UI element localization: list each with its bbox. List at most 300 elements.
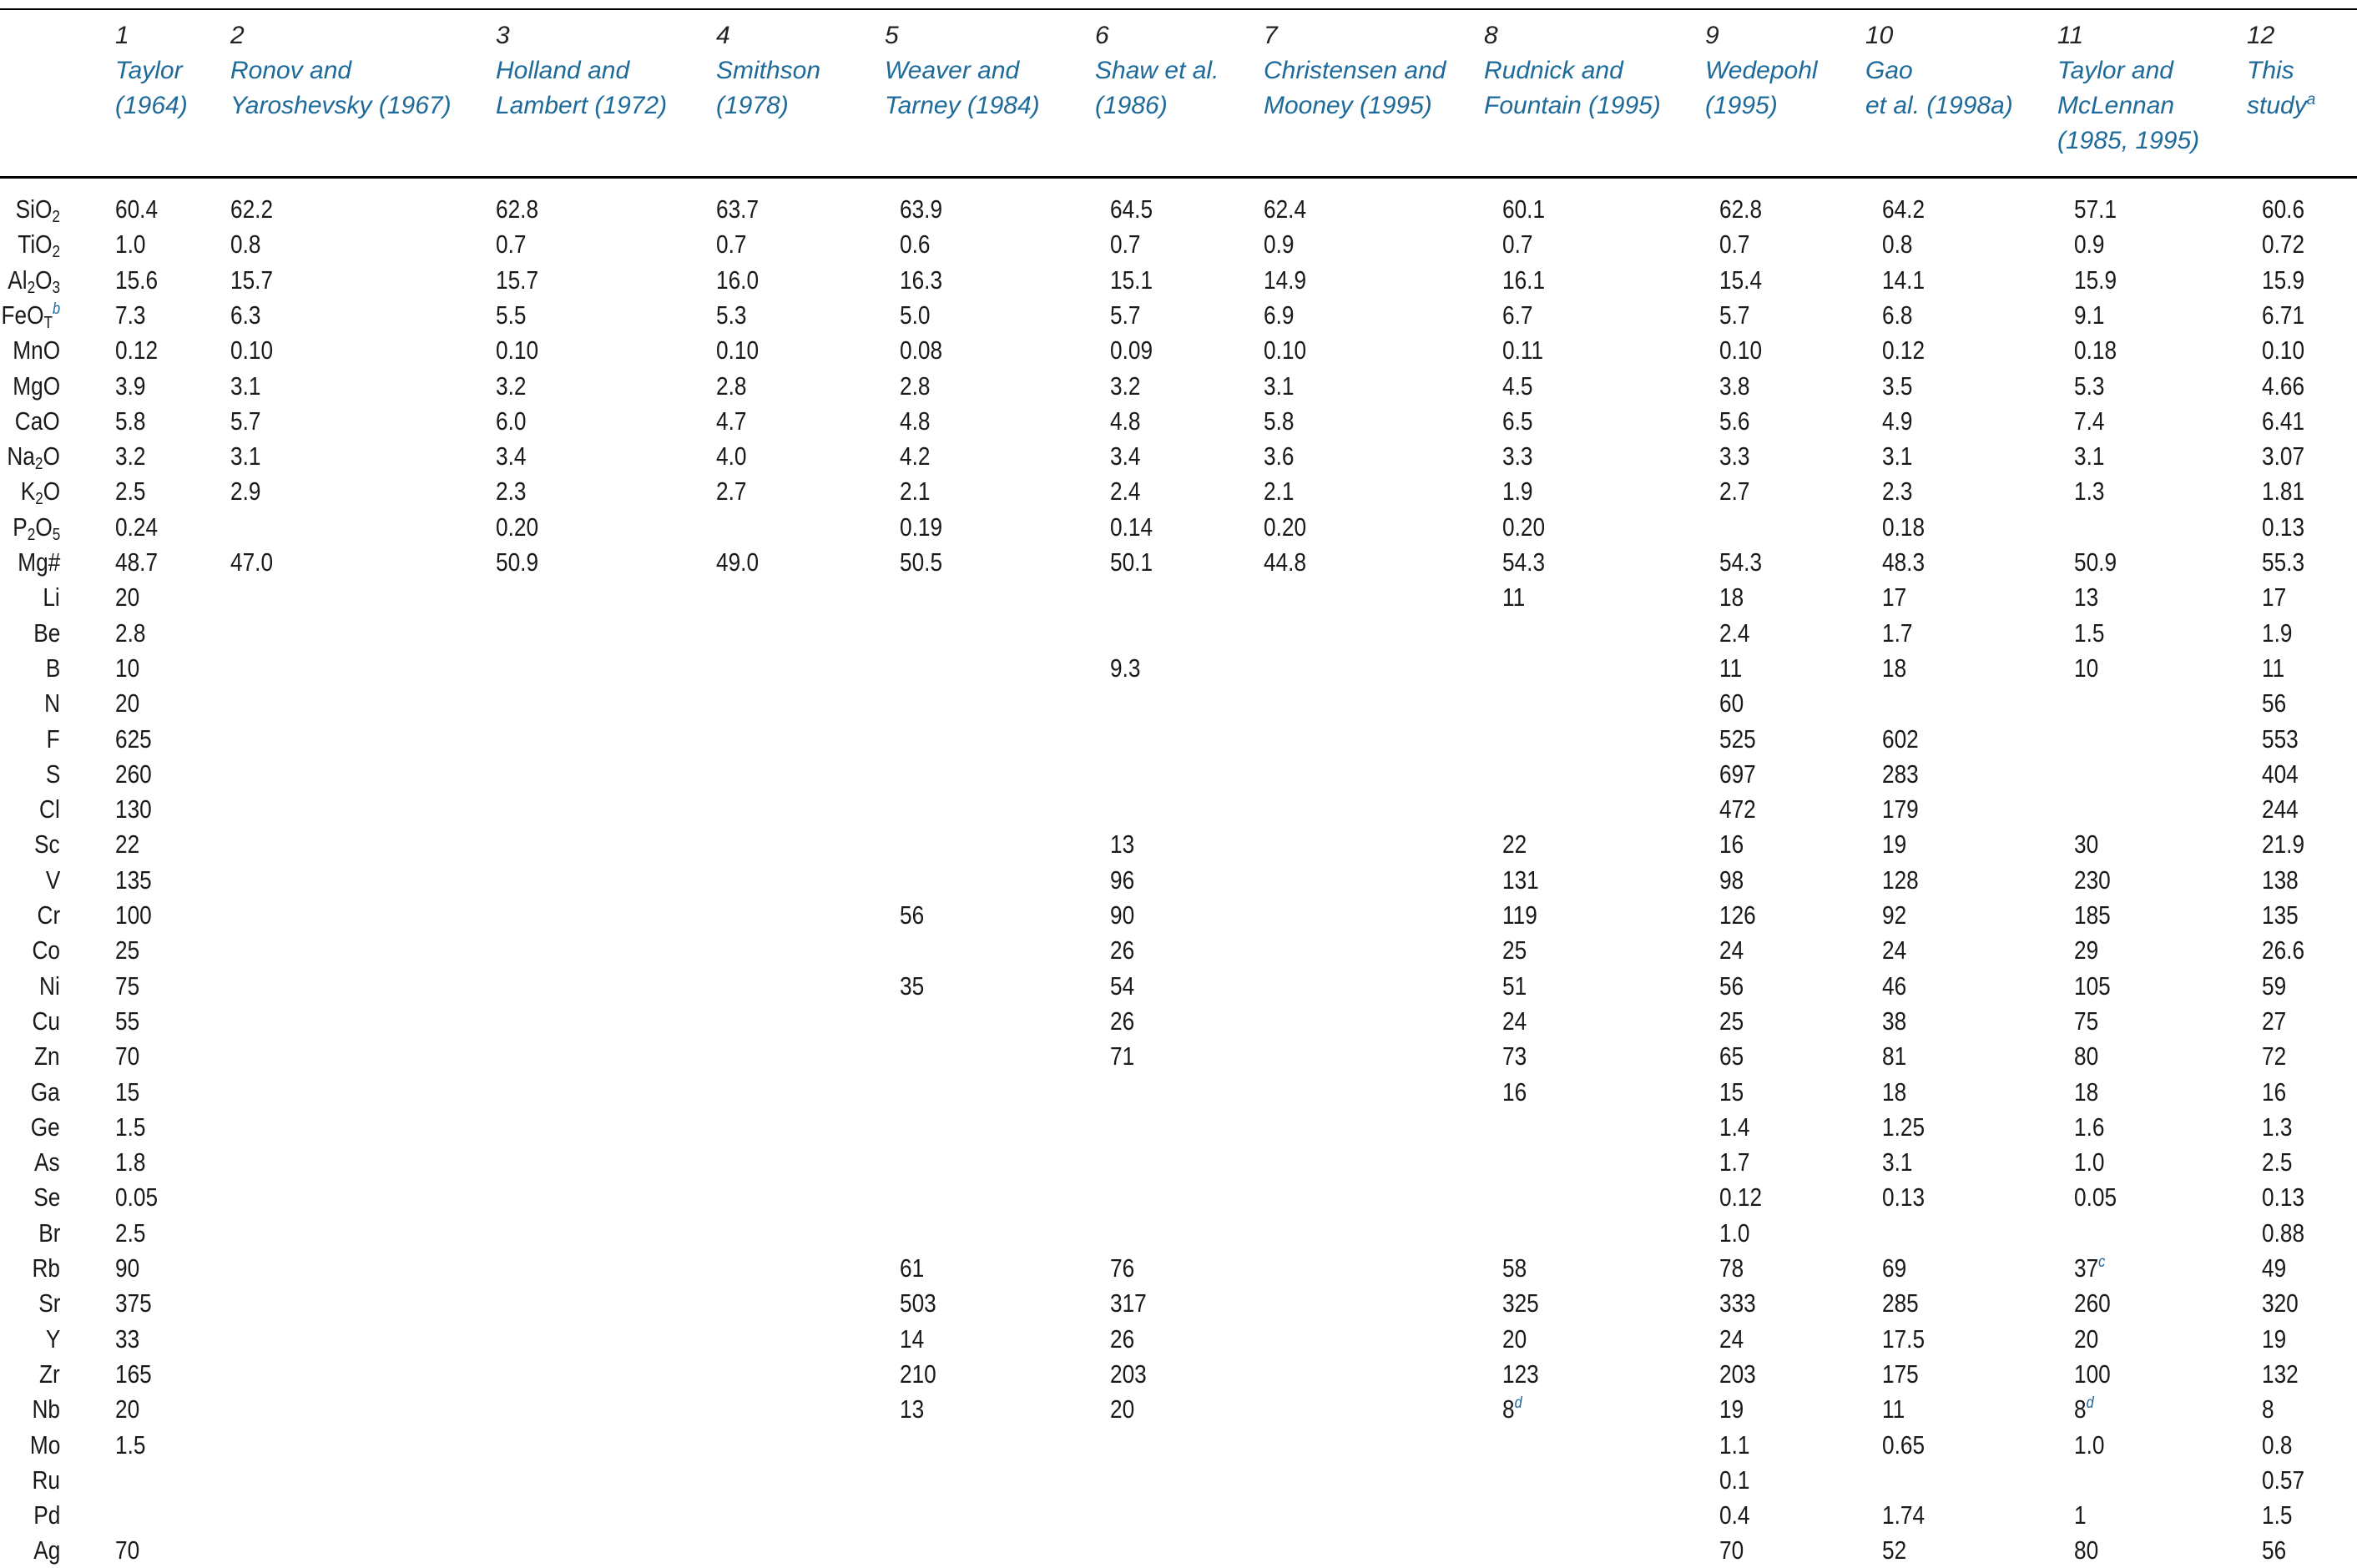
- table-cell: 472: [1719, 795, 1756, 824]
- table-cell: 1.3: [2074, 477, 2105, 507]
- table-cell: 283: [1882, 759, 1919, 789]
- table-cell: 0.18: [2074, 336, 2117, 366]
- table-cell: 2.5: [115, 477, 146, 507]
- table-cell: 2.5: [115, 1218, 146, 1248]
- table-cell: 7.3: [115, 300, 146, 330]
- table-cell: 285: [1882, 1289, 1919, 1318]
- table-cell: 0.10: [230, 336, 274, 366]
- table-cell: 4.7: [716, 406, 747, 436]
- table-cell: 260: [115, 759, 152, 789]
- table-cell: 13: [900, 1395, 925, 1424]
- footnote-marker: d: [1514, 1394, 1522, 1413]
- table-cell: 17: [2262, 583, 2287, 613]
- table-cell: 1.5: [2074, 618, 2105, 648]
- table-cell: 9.1: [2074, 300, 2105, 330]
- table-cell: 11: [1502, 583, 1526, 613]
- table-cell: 697: [1719, 759, 1756, 789]
- column-source-line: Rudnick and: [1484, 57, 1623, 84]
- table-cell: 1.8: [115, 1148, 146, 1177]
- table-cell: 15.6: [115, 265, 159, 295]
- table-cell: 11: [2262, 653, 2285, 683]
- table-cell: 0.7: [1502, 230, 1533, 260]
- column-header-8: [1484, 18, 1661, 124]
- footnote-marker: c: [2098, 1253, 2106, 1271]
- table-cell: 18: [2074, 1077, 2099, 1107]
- table-cell: 1.5: [115, 1430, 146, 1460]
- table-cell: 10: [115, 653, 140, 683]
- table-cell: 56: [2262, 1536, 2287, 1565]
- table-cell: 2.5: [2262, 1148, 2293, 1177]
- table-cell: 18: [1882, 1077, 1907, 1107]
- table-cell: 0.13: [1882, 1183, 1925, 1213]
- table-cell: 317: [1110, 1289, 1147, 1318]
- table-cell: 51: [1502, 971, 1527, 1001]
- table-cell: 3.8: [1719, 371, 1750, 401]
- table-cell: 44.8: [1264, 548, 1307, 577]
- column-header-6: [1095, 18, 1219, 124]
- row-label: Se: [33, 1183, 60, 1213]
- table-cell: 0.20: [1264, 512, 1307, 542]
- row-label: Nb: [32, 1395, 60, 1424]
- table-cell: 5.0: [900, 300, 931, 330]
- row-label: $Al_2O_3$: [8, 265, 60, 297]
- table-cell: 13: [1110, 830, 1135, 860]
- column-source-line: Taylor and: [2057, 57, 2173, 84]
- table-cell: 62.2: [230, 195, 274, 224]
- table-cell: 19: [1882, 830, 1907, 860]
- table-cell: 2.4: [1719, 618, 1750, 648]
- table-cell: 3.5: [1882, 371, 1913, 401]
- table-cell: 135: [115, 865, 152, 895]
- table-cell: 244: [2262, 795, 2299, 824]
- row-label: Ga: [31, 1077, 60, 1107]
- table-cell: 0.10: [2262, 336, 2305, 366]
- table-cell: 7.4: [2074, 406, 2105, 436]
- column-number: 11: [2057, 22, 2084, 49]
- table-cell: 15.4: [1719, 265, 1763, 295]
- table-cell: 58: [1502, 1254, 1527, 1283]
- table-cell: 0.12: [115, 336, 159, 366]
- table-cell: 55: [115, 1006, 140, 1036]
- table-cell: 130: [115, 795, 152, 824]
- table-cell: 3.3: [1502, 442, 1533, 471]
- row-label: MnO: [13, 336, 60, 366]
- table-cell: 2.8: [900, 371, 931, 401]
- row-label: Ag: [33, 1536, 60, 1565]
- column-number: 12: [2247, 22, 2275, 49]
- column-source-line: Tarney (1984): [885, 92, 1040, 119]
- row-label: Ge: [31, 1112, 60, 1142]
- table-cell: 135: [2262, 901, 2299, 930]
- table-cell: 49.0: [716, 548, 760, 577]
- column-source-line: Holland and: [496, 57, 630, 84]
- table-cell: 1.0: [2074, 1148, 2105, 1177]
- table-cell: 14: [900, 1324, 925, 1354]
- table-cell: 1.1: [1719, 1430, 1750, 1460]
- table-cell: 16.0: [716, 265, 760, 295]
- table-cell: 0.24: [115, 512, 159, 542]
- table-cell: 22: [1502, 830, 1527, 860]
- table-cell: 18: [1719, 583, 1744, 613]
- table-cell: 65: [1719, 1042, 1744, 1071]
- table-cell: 179: [1882, 795, 1919, 824]
- table-cell: 8$^d$: [1502, 1394, 1522, 1424]
- table-cell: 2.8: [115, 618, 146, 648]
- table-cell: 6.5: [1502, 406, 1533, 436]
- table-cell: 54: [1110, 971, 1135, 1001]
- table-cell: 60.1: [1502, 195, 1546, 224]
- table-cell: 15: [1719, 1077, 1744, 1107]
- table-cell: 1.3: [2262, 1112, 2293, 1142]
- table-cell: 0.6: [900, 230, 931, 260]
- table-cell: 4.2: [900, 442, 931, 471]
- table-cell: 1.5: [115, 1112, 146, 1142]
- table-cell: 78: [1719, 1254, 1744, 1283]
- table-cell: 123: [1502, 1359, 1539, 1389]
- table-cell: 75: [115, 971, 140, 1001]
- table-cell: 6.41: [2262, 406, 2305, 436]
- table-cell: 0.20: [1502, 512, 1546, 542]
- table-cell: 230: [2074, 865, 2111, 895]
- table-cell: 63.9: [900, 195, 943, 224]
- table-cell: 26.6: [2262, 936, 2305, 966]
- table-cell: 90: [1110, 901, 1135, 930]
- table-cell: 3.4: [1110, 442, 1141, 471]
- table-cell: 71: [1110, 1042, 1135, 1071]
- table-cell: 0.05: [2074, 1183, 2117, 1213]
- row-label: SiO$_2$: [15, 195, 60, 226]
- table-cell: 132: [2262, 1359, 2299, 1389]
- table-cell: 70: [115, 1536, 140, 1565]
- table-cell: 1.0: [115, 230, 146, 260]
- row-label: V: [45, 865, 60, 895]
- table-cell: 1.74: [1882, 1501, 1925, 1530]
- column-source-line: (1986): [1095, 92, 1168, 119]
- table-cell: 0.88: [2262, 1218, 2305, 1248]
- table-cell: 1.0: [2074, 1430, 2105, 1460]
- table-cell: 320: [2262, 1289, 2299, 1318]
- column-number: 4: [716, 22, 730, 49]
- table-cell: 46: [1882, 971, 1907, 1001]
- table-cell: 15: [115, 1077, 140, 1107]
- table-cell: 25: [1502, 936, 1527, 966]
- table-cell: 0.05: [115, 1183, 159, 1213]
- table-cell: 375: [115, 1289, 152, 1318]
- table-cell: 98: [1719, 865, 1744, 895]
- table-cell: 4.5: [1502, 371, 1533, 401]
- row-label: Zn: [34, 1042, 60, 1071]
- table-cell: 81: [1882, 1042, 1907, 1071]
- table-cell: 47.0: [230, 548, 274, 577]
- table-cell: 15.9: [2074, 265, 2117, 295]
- table-cell: 3.6: [1264, 442, 1295, 471]
- table-cell: 1.4: [1719, 1112, 1750, 1142]
- table-cell: 76: [1110, 1254, 1135, 1283]
- table-cell: 4.8: [900, 406, 931, 436]
- column-source-line: McLennan: [2057, 92, 2175, 119]
- column-header-10: [1865, 18, 2013, 124]
- table-cell: 33: [115, 1324, 140, 1354]
- column-number: 7: [1264, 22, 1278, 49]
- table-cell: 56: [2262, 689, 2287, 718]
- top-rule: [0, 8, 2357, 10]
- table-cell: 25: [1719, 1006, 1744, 1036]
- header-rule: [0, 176, 2357, 179]
- table-cell: 138: [2262, 865, 2299, 895]
- table-cell: 3.1: [2074, 442, 2105, 471]
- table-cell: 185: [2074, 901, 2111, 930]
- table-cell: 128: [1882, 865, 1919, 895]
- column-header-4: [716, 18, 820, 124]
- table-cell: 1.9: [1502, 477, 1533, 507]
- column-source-line: Smithson: [716, 57, 821, 84]
- table-cell: 52: [1882, 1536, 1907, 1565]
- table-cell: 1.5: [2262, 1501, 2293, 1530]
- table-cell: 54.3: [1719, 548, 1763, 577]
- table-cell: 0.08: [900, 336, 943, 366]
- table-cell: 5.8: [1264, 406, 1295, 436]
- table-cell: 38: [1882, 1006, 1907, 1036]
- table-cell: 73: [1502, 1042, 1527, 1071]
- row-label: B: [45, 653, 60, 683]
- table-cell: 3.2: [496, 371, 527, 401]
- table-cell: 6.9: [1264, 300, 1295, 330]
- row-label: CaO: [15, 406, 60, 436]
- table-cell: 131: [1502, 865, 1539, 895]
- table-cell: 27: [2262, 1006, 2287, 1036]
- table-cell: 2.4: [1110, 477, 1141, 507]
- table-cell: 119: [1502, 901, 1537, 930]
- column-source-line: Taylor: [115, 57, 183, 84]
- table-cell: 50.5: [900, 548, 943, 577]
- column-header-12: [2247, 18, 2315, 124]
- row-label: Sc: [34, 830, 60, 860]
- table-cell: 20: [115, 1395, 140, 1424]
- row-label: Sr: [38, 1289, 60, 1318]
- table-cell: 3.2: [1110, 371, 1141, 401]
- table-cell: 0.8: [1882, 230, 1913, 260]
- table-cell: 54.3: [1502, 548, 1546, 577]
- table-cell: 25: [115, 936, 140, 966]
- table-cell: 404: [2262, 759, 2299, 789]
- table-cell: 0.8: [230, 230, 261, 260]
- table-cell: 8$^d$: [2074, 1394, 2094, 1424]
- table-cell: 90: [115, 1254, 140, 1283]
- row-label: Cl: [39, 795, 60, 824]
- column-source-line: Yaroshevsky (1967): [230, 92, 452, 119]
- table-cell: 16: [1502, 1077, 1527, 1107]
- table-cell: 60.6: [2262, 195, 2305, 224]
- table-cell: 0.12: [1882, 336, 1925, 366]
- row-label: Zr: [39, 1359, 60, 1389]
- table-cell: 62.4: [1264, 195, 1307, 224]
- column-source-line: Weaver and: [885, 57, 1020, 84]
- table-cell: 0.10: [496, 336, 539, 366]
- table-cell: 3.07: [2262, 442, 2305, 471]
- table-cell: 3.3: [1719, 442, 1750, 471]
- table-cell: 0.18: [1882, 512, 1925, 542]
- table-cell: 24: [1719, 1324, 1744, 1354]
- table-cell: 8: [2262, 1395, 2274, 1424]
- row-label: F: [46, 724, 60, 754]
- table-cell: 0.12: [1719, 1183, 1763, 1213]
- column-number: 2: [230, 22, 245, 49]
- table-cell: 60.4: [115, 195, 159, 224]
- column-source-line: Gao: [1865, 57, 1913, 84]
- table-cell: 1.25: [1882, 1112, 1925, 1142]
- table-cell: 3.1: [1882, 442, 1913, 471]
- table-cell: 30: [2074, 830, 2099, 860]
- table-cell: 26: [1110, 936, 1135, 966]
- table-cell: 16.1: [1502, 265, 1546, 295]
- table-cell: 11: [1719, 653, 1743, 683]
- row-label: $Na_2O$: [7, 442, 60, 474]
- row-label: Li: [43, 583, 60, 613]
- footnote-marker: a: [2306, 91, 2316, 108]
- table-cell: 50.1: [1110, 548, 1153, 577]
- table-cell: 14.1: [1882, 265, 1925, 295]
- table-cell: 57.1: [2074, 195, 2117, 224]
- table-cell: 0.1: [1719, 1465, 1750, 1495]
- table-cell: 503: [900, 1289, 936, 1318]
- table-cell: 21.9: [2262, 830, 2305, 860]
- table-cell: 0.72: [2262, 230, 2305, 260]
- row-label: Y: [45, 1324, 60, 1354]
- table-cell: 0.9: [2074, 230, 2105, 260]
- column-source-line: study$^a$: [2247, 91, 2316, 119]
- table-cell: 64.5: [1110, 195, 1153, 224]
- column-source-line: Christensen and: [1264, 57, 1446, 84]
- table-cell: 0.10: [1719, 336, 1763, 366]
- table-cell: 16: [1719, 830, 1744, 860]
- table-cell: 70: [1719, 1536, 1744, 1565]
- column-number: 8: [1484, 22, 1498, 49]
- table-cell: 3.4: [496, 442, 527, 471]
- row-label: Co: [32, 936, 60, 966]
- table-cell: 203: [1110, 1359, 1147, 1389]
- table-cell: 5.8: [115, 406, 146, 436]
- table-cell: 0.4: [1719, 1501, 1750, 1530]
- table-cell: 75: [2074, 1006, 2099, 1036]
- table-cell: 48.7: [115, 548, 159, 577]
- table-cell: 553: [2262, 724, 2299, 754]
- table-cell: 126: [1719, 901, 1756, 930]
- table-cell: 100: [2074, 1359, 2111, 1389]
- table-cell: 56: [1719, 971, 1744, 1001]
- row-label: Pd: [33, 1501, 60, 1530]
- table-cell: 63.7: [716, 195, 760, 224]
- table-cell: 55.3: [2262, 548, 2305, 577]
- table-cell: 625: [115, 724, 152, 754]
- table-cell: 6.71: [2262, 300, 2305, 330]
- column-source-line: Shaw et al.: [1095, 57, 1219, 84]
- table-cell: 2.8: [716, 371, 747, 401]
- column-source-line: (1978): [716, 92, 789, 119]
- table-cell: 6.3: [230, 300, 261, 330]
- table-cell: 0.11: [1502, 336, 1544, 366]
- table-cell: 64.2: [1882, 195, 1925, 224]
- table-cell: 80: [2074, 1042, 2099, 1071]
- column-header-11: [2057, 18, 2199, 159]
- table-cell: 0.13: [2262, 1183, 2305, 1213]
- table-cell: 6.8: [1882, 300, 1913, 330]
- table-cell: 24: [1882, 936, 1907, 966]
- row-label: Be: [33, 618, 60, 648]
- table-cell: 2.7: [1719, 477, 1750, 507]
- row-label: Mo: [29, 1430, 60, 1460]
- table-cell: 525: [1719, 724, 1756, 754]
- table-cell: 5.7: [1110, 300, 1141, 330]
- table-cell: 2.3: [1882, 477, 1913, 507]
- table-cell: 0.13: [2262, 512, 2305, 542]
- row-label: Mg#: [17, 548, 60, 577]
- column-source-line: (1995): [1705, 92, 1778, 119]
- column-number: 10: [1865, 22, 1894, 49]
- row-label: MgO: [13, 371, 60, 401]
- table-cell: 0.19: [900, 512, 943, 542]
- table-cell: 61: [900, 1254, 925, 1283]
- table-cell: 62.8: [496, 195, 539, 224]
- table-cell: 60: [1719, 689, 1744, 718]
- table-cell: 15.9: [2262, 265, 2305, 295]
- table-cell: 20: [2074, 1324, 2099, 1354]
- column-source-line: Wedepohl: [1705, 57, 1818, 84]
- column-source-line: (1985, 1995): [2057, 127, 2200, 154]
- table-cell: 20: [1110, 1395, 1135, 1424]
- column-source-line: et al. (1998a): [1865, 92, 2013, 119]
- table-cell: 4.66: [2262, 371, 2305, 401]
- table-cell: 80: [2074, 1536, 2099, 1565]
- table-cell: 2.9: [230, 477, 261, 507]
- table-cell: 325: [1502, 1289, 1539, 1318]
- table-cell: 72: [2262, 1042, 2287, 1071]
- column-number: 3: [496, 22, 510, 49]
- column-header-7: [1264, 18, 1446, 124]
- row-label: As: [34, 1148, 60, 1177]
- table-cell: 20: [115, 689, 140, 718]
- table-cell: 3.1: [230, 371, 261, 401]
- table-cell: 260: [2074, 1289, 2111, 1318]
- table-cell: 1.7: [1719, 1148, 1750, 1177]
- table-cell: 100: [115, 901, 152, 930]
- table-cell: 3.9: [115, 371, 146, 401]
- table-cell: 3.1: [230, 442, 261, 471]
- table-cell: 26: [1110, 1006, 1135, 1036]
- table-cell: 14.9: [1264, 265, 1307, 295]
- column-header-1: [115, 18, 188, 124]
- table-cell: 16: [2262, 1077, 2287, 1107]
- table-cell: 2.1: [900, 477, 931, 507]
- column-source-line: Lambert (1972): [496, 92, 668, 119]
- row-label: Rb: [32, 1254, 60, 1283]
- row-label: Cu: [32, 1006, 60, 1036]
- column-header-5: [885, 18, 1040, 124]
- row-label: Ru: [32, 1465, 60, 1495]
- table-cell: 5.5: [496, 300, 527, 330]
- footnote-marker: d: [2086, 1394, 2094, 1413]
- table-cell: 6.0: [496, 406, 527, 436]
- table-cell: 13: [2074, 583, 2099, 613]
- table-cell: 15.1: [1110, 265, 1153, 295]
- table-cell: 0.8: [2262, 1430, 2293, 1460]
- column-source-line: Ronov and: [230, 57, 352, 84]
- table-cell: 203: [1719, 1359, 1756, 1389]
- table-cell: 105: [2074, 971, 2111, 1001]
- table-cell: 70: [115, 1042, 140, 1071]
- table-cell: 4.9: [1882, 406, 1913, 436]
- table-cell: 2.7: [716, 477, 747, 507]
- column-number: 6: [1095, 22, 1109, 49]
